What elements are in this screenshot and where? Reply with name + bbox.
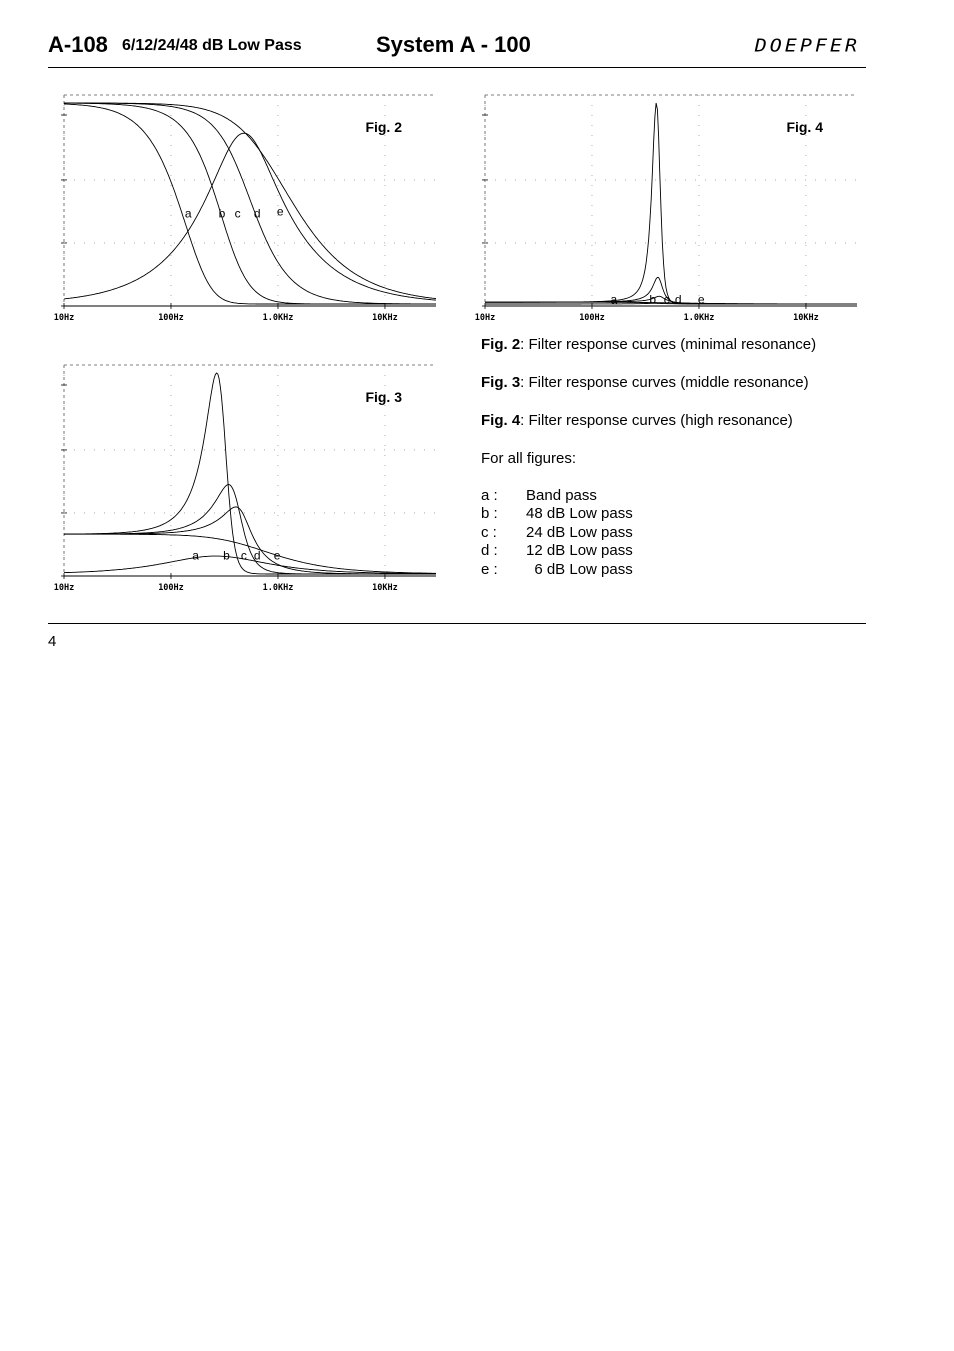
- caption-text: : Filter response curves (high resonance): [520, 412, 793, 429]
- x-tick-label: 10KHz: [793, 313, 819, 323]
- curve-label-c: c: [663, 292, 670, 307]
- legend-key: e :: [481, 561, 498, 578]
- x-tick-label: 10Hz: [474, 313, 496, 323]
- curve-label-e: e: [273, 548, 281, 563]
- caption-fig-4: [481, 412, 793, 429]
- curve-label-e: e: [276, 204, 284, 219]
- legend-label: 6 dB Low pass: [526, 561, 633, 578]
- series-c-line: [485, 277, 857, 304]
- figure-title: Fig. 3: [365, 389, 402, 405]
- curve-label-b: b: [218, 206, 226, 221]
- curve-label-c: c: [240, 548, 247, 563]
- caption-fig-label: Fig. 2: [481, 336, 521, 353]
- x-tick-label: 100Hz: [158, 583, 184, 593]
- x-tick-label: 10Hz: [53, 583, 75, 593]
- x-tick-label: 100Hz: [579, 313, 605, 323]
- curve-label-e: e: [697, 292, 705, 307]
- x-tick-label: 100Hz: [158, 313, 184, 323]
- legend-key: b :: [481, 505, 498, 522]
- module-title: A-108: [48, 32, 108, 57]
- curve-label-d: d: [674, 292, 682, 307]
- x-tick-label: 1.0KHz: [262, 583, 294, 593]
- module-subtitle: 6/12/24/48 dB Low Pass: [122, 37, 302, 54]
- figure-title: Fig. 4: [786, 119, 823, 135]
- caption-text: : Filter response curves (middle resonance): [520, 374, 809, 391]
- caption-fig-label: Fig. 3: [481, 374, 521, 391]
- curve-label-d: d: [253, 548, 261, 563]
- curve-label-a: a: [192, 548, 199, 563]
- legend-key: c :: [481, 524, 497, 541]
- series-a-line: [64, 556, 436, 574]
- x-tick-label: 1.0KHz: [262, 313, 294, 323]
- chart-fig-3: [52, 362, 444, 598]
- caption-fig-3: [481, 374, 809, 391]
- curve-label-a: a: [184, 206, 192, 221]
- legend-label: 12 dB Low pass: [526, 542, 633, 559]
- curve-label-c: c: [234, 206, 241, 221]
- caption-text: : Filter response curves (minimal resonance): [520, 336, 817, 353]
- header-rule: [48, 67, 866, 68]
- curve-label-a: a: [610, 292, 618, 307]
- curve-label-d: d: [253, 206, 261, 221]
- figure-title: Fig. 2: [365, 119, 402, 135]
- x-tick-label: 10KHz: [372, 583, 398, 593]
- page-header: [48, 28, 866, 68]
- legend-key: d :: [481, 542, 498, 559]
- chart-fig-3-svg: [52, 362, 444, 598]
- series-a-line: [64, 133, 436, 300]
- legend-label: 24 dB Low pass: [526, 524, 633, 541]
- curve-label-b: b: [649, 292, 657, 307]
- x-tick-label: 1.0KHz: [683, 313, 715, 323]
- legend-label: Band pass: [526, 487, 597, 504]
- series-d-line: [64, 507, 436, 574]
- brand-logo: DOEPFER: [754, 34, 860, 56]
- chart-fig-2-svg: [52, 92, 444, 328]
- legend-key: a :: [481, 487, 498, 504]
- chart-fig-4: [473, 92, 865, 328]
- legend-label: 48 dB Low pass: [526, 505, 633, 522]
- footer-rule: [48, 623, 866, 624]
- system-title: System A - 100: [376, 32, 531, 57]
- legend-intro: For all figures:: [481, 450, 577, 467]
- page-number: 4: [48, 633, 57, 650]
- x-tick-label: 10Hz: [53, 313, 75, 323]
- caption-fig-2: [481, 336, 816, 353]
- x-tick-label: 10KHz: [372, 313, 398, 323]
- curve-label-b: b: [223, 548, 230, 563]
- caption-fig-label: Fig. 4: [481, 412, 521, 429]
- chart-fig-2: [52, 92, 444, 328]
- series-e-line: [64, 534, 436, 573]
- chart-fig-4-svg: [473, 92, 865, 328]
